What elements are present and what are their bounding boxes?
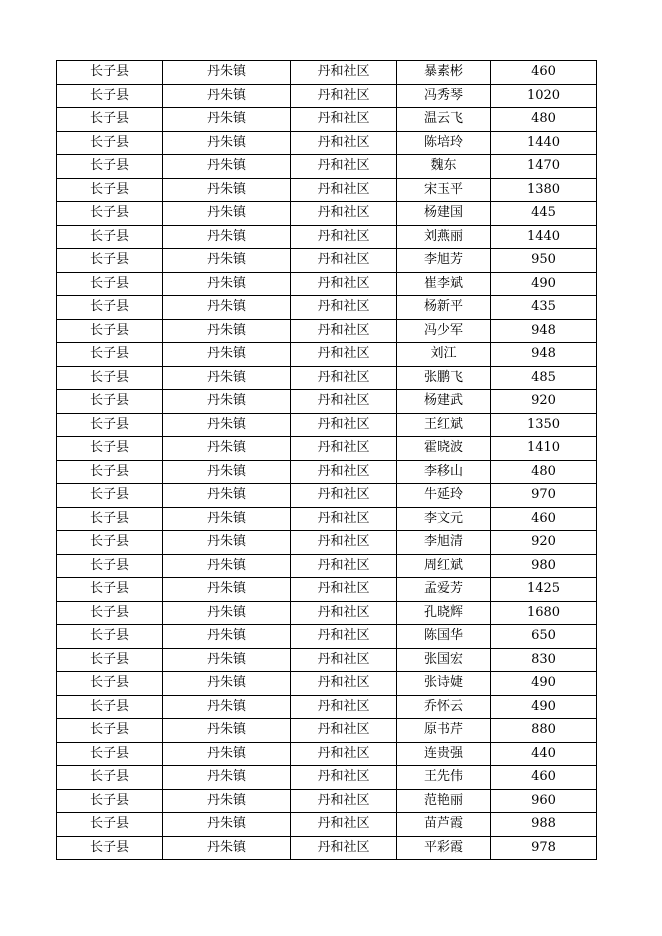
community-cell: 丹和社区 xyxy=(291,531,397,555)
name-cell: 崔李斌 xyxy=(397,272,491,296)
table-row xyxy=(57,836,597,860)
amount-cell: 988 xyxy=(491,813,597,837)
amount-cell: 1680 xyxy=(491,601,597,625)
town-cell: 丹朱镇 xyxy=(163,108,291,132)
amount-cell: 948 xyxy=(491,319,597,343)
table-row xyxy=(57,766,597,790)
table-row xyxy=(57,296,597,320)
name-cell: 杨新平 xyxy=(397,296,491,320)
community-cell: 丹和社区 xyxy=(291,84,397,108)
amount-cell: 485 xyxy=(491,366,597,390)
county-cell: 长子县 xyxy=(57,789,163,813)
town-cell: 丹朱镇 xyxy=(163,507,291,531)
county-cell: 长子县 xyxy=(57,390,163,414)
community-cell: 丹和社区 xyxy=(291,648,397,672)
community-cell: 丹和社区 xyxy=(291,225,397,249)
community-cell: 丹和社区 xyxy=(291,554,397,578)
community-cell: 丹和社区 xyxy=(291,178,397,202)
table-row xyxy=(57,155,597,179)
community-cell: 丹和社区 xyxy=(291,319,397,343)
county-cell: 长子县 xyxy=(57,296,163,320)
name-cell: 乔怀云 xyxy=(397,695,491,719)
town-cell: 丹朱镇 xyxy=(163,343,291,367)
community-cell: 丹和社区 xyxy=(291,108,397,132)
town-cell: 丹朱镇 xyxy=(163,178,291,202)
amount-cell: 490 xyxy=(491,672,597,696)
table-row xyxy=(57,625,597,649)
amount-cell: 480 xyxy=(491,460,597,484)
county-cell: 长子县 xyxy=(57,437,163,461)
name-cell: 刘燕丽 xyxy=(397,225,491,249)
town-cell: 丹朱镇 xyxy=(163,742,291,766)
community-cell: 丹和社区 xyxy=(291,719,397,743)
table-row xyxy=(57,272,597,296)
table-row xyxy=(57,719,597,743)
amount-cell: 460 xyxy=(491,61,597,85)
town-cell: 丹朱镇 xyxy=(163,531,291,555)
table-row xyxy=(57,813,597,837)
community-cell: 丹和社区 xyxy=(291,437,397,461)
amount-cell: 1020 xyxy=(491,84,597,108)
table-row xyxy=(57,61,597,85)
amount-cell: 920 xyxy=(491,390,597,414)
town-cell: 丹朱镇 xyxy=(163,672,291,696)
community-cell: 丹和社区 xyxy=(291,296,397,320)
table-row xyxy=(57,202,597,226)
name-cell: 范艳丽 xyxy=(397,789,491,813)
community-cell: 丹和社区 xyxy=(291,484,397,508)
name-cell: 孔晓辉 xyxy=(397,601,491,625)
amount-cell: 490 xyxy=(491,695,597,719)
amount-cell: 445 xyxy=(491,202,597,226)
town-cell: 丹朱镇 xyxy=(163,366,291,390)
county-cell: 长子县 xyxy=(57,343,163,367)
county-cell: 长子县 xyxy=(57,249,163,273)
amount-cell: 650 xyxy=(491,625,597,649)
community-cell: 丹和社区 xyxy=(291,61,397,85)
community-cell: 丹和社区 xyxy=(291,578,397,602)
community-cell: 丹和社区 xyxy=(291,460,397,484)
town-cell: 丹朱镇 xyxy=(163,155,291,179)
town-cell: 丹朱镇 xyxy=(163,836,291,860)
town-cell: 丹朱镇 xyxy=(163,272,291,296)
town-cell: 丹朱镇 xyxy=(163,61,291,85)
name-cell: 李旭清 xyxy=(397,531,491,555)
community-cell: 丹和社区 xyxy=(291,131,397,155)
county-cell: 长子县 xyxy=(57,601,163,625)
table-row xyxy=(57,84,597,108)
table-row xyxy=(57,578,597,602)
table-row xyxy=(57,789,597,813)
community-cell: 丹和社区 xyxy=(291,413,397,437)
county-cell: 长子县 xyxy=(57,484,163,508)
table-row xyxy=(57,554,597,578)
table-row xyxy=(57,531,597,555)
table-row xyxy=(57,108,597,132)
amount-cell: 1410 xyxy=(491,437,597,461)
name-cell: 王红斌 xyxy=(397,413,491,437)
town-cell: 丹朱镇 xyxy=(163,249,291,273)
amount-cell: 1350 xyxy=(491,413,597,437)
data-table xyxy=(56,60,597,860)
name-cell: 平彩霞 xyxy=(397,836,491,860)
amount-cell: 960 xyxy=(491,789,597,813)
county-cell: 长子县 xyxy=(57,61,163,85)
amount-cell: 1470 xyxy=(491,155,597,179)
name-cell: 连贵强 xyxy=(397,742,491,766)
amount-cell: 948 xyxy=(491,343,597,367)
county-cell: 长子县 xyxy=(57,719,163,743)
county-cell: 长子县 xyxy=(57,225,163,249)
amount-cell: 830 xyxy=(491,648,597,672)
amount-cell: 880 xyxy=(491,719,597,743)
name-cell: 杨建国 xyxy=(397,202,491,226)
county-cell: 长子县 xyxy=(57,178,163,202)
name-cell: 温云飞 xyxy=(397,108,491,132)
county-cell: 长子县 xyxy=(57,319,163,343)
amount-cell: 970 xyxy=(491,484,597,508)
name-cell: 李旭芳 xyxy=(397,249,491,273)
name-cell: 冯秀琴 xyxy=(397,84,491,108)
amount-cell: 1440 xyxy=(491,131,597,155)
town-cell: 丹朱镇 xyxy=(163,460,291,484)
amount-cell: 480 xyxy=(491,108,597,132)
county-cell: 长子县 xyxy=(57,531,163,555)
name-cell: 李移山 xyxy=(397,460,491,484)
amount-cell: 920 xyxy=(491,531,597,555)
name-cell: 张国宏 xyxy=(397,648,491,672)
table-row xyxy=(57,460,597,484)
community-cell: 丹和社区 xyxy=(291,202,397,226)
amount-cell: 460 xyxy=(491,507,597,531)
name-cell: 张诗婕 xyxy=(397,672,491,696)
name-cell: 魏东 xyxy=(397,155,491,179)
county-cell: 长子县 xyxy=(57,836,163,860)
table-row xyxy=(57,672,597,696)
town-cell: 丹朱镇 xyxy=(163,648,291,672)
county-cell: 长子县 xyxy=(57,460,163,484)
community-cell: 丹和社区 xyxy=(291,625,397,649)
table-row xyxy=(57,695,597,719)
name-cell: 陈培玲 xyxy=(397,131,491,155)
town-cell: 丹朱镇 xyxy=(163,437,291,461)
town-cell: 丹朱镇 xyxy=(163,413,291,437)
table-body xyxy=(57,61,597,860)
amount-cell: 435 xyxy=(491,296,597,320)
community-cell: 丹和社区 xyxy=(291,343,397,367)
name-cell: 张鹏飞 xyxy=(397,366,491,390)
table-row xyxy=(57,413,597,437)
amount-cell: 1440 xyxy=(491,225,597,249)
table-row xyxy=(57,507,597,531)
name-cell: 冯少军 xyxy=(397,319,491,343)
amount-cell: 440 xyxy=(491,742,597,766)
table-row xyxy=(57,131,597,155)
table-row xyxy=(57,319,597,343)
table-row xyxy=(57,601,597,625)
community-cell: 丹和社区 xyxy=(291,836,397,860)
name-cell: 刘江 xyxy=(397,343,491,367)
town-cell: 丹朱镇 xyxy=(163,625,291,649)
community-cell: 丹和社区 xyxy=(291,155,397,179)
name-cell: 霍晓波 xyxy=(397,437,491,461)
town-cell: 丹朱镇 xyxy=(163,296,291,320)
town-cell: 丹朱镇 xyxy=(163,131,291,155)
amount-cell: 980 xyxy=(491,554,597,578)
town-cell: 丹朱镇 xyxy=(163,601,291,625)
amount-cell: 1380 xyxy=(491,178,597,202)
town-cell: 丹朱镇 xyxy=(163,319,291,343)
county-cell: 长子县 xyxy=(57,202,163,226)
town-cell: 丹朱镇 xyxy=(163,695,291,719)
community-cell: 丹和社区 xyxy=(291,672,397,696)
community-cell: 丹和社区 xyxy=(291,813,397,837)
table-row xyxy=(57,366,597,390)
table-row xyxy=(57,178,597,202)
county-cell: 长子县 xyxy=(57,554,163,578)
county-cell: 长子县 xyxy=(57,742,163,766)
county-cell: 长子县 xyxy=(57,413,163,437)
table-row xyxy=(57,437,597,461)
town-cell: 丹朱镇 xyxy=(163,789,291,813)
table-row xyxy=(57,648,597,672)
name-cell: 孟爱芳 xyxy=(397,578,491,602)
name-cell: 苗芦霞 xyxy=(397,813,491,837)
town-cell: 丹朱镇 xyxy=(163,554,291,578)
community-cell: 丹和社区 xyxy=(291,601,397,625)
name-cell: 杨建武 xyxy=(397,390,491,414)
county-cell: 长子县 xyxy=(57,366,163,390)
table-row xyxy=(57,249,597,273)
table-row xyxy=(57,390,597,414)
name-cell: 王先伟 xyxy=(397,766,491,790)
county-cell: 长子县 xyxy=(57,84,163,108)
town-cell: 丹朱镇 xyxy=(163,578,291,602)
county-cell: 长子县 xyxy=(57,131,163,155)
county-cell: 长子县 xyxy=(57,672,163,696)
table-row xyxy=(57,484,597,508)
town-cell: 丹朱镇 xyxy=(163,766,291,790)
town-cell: 丹朱镇 xyxy=(163,719,291,743)
county-cell: 长子县 xyxy=(57,578,163,602)
table-row xyxy=(57,225,597,249)
county-cell: 长子县 xyxy=(57,108,163,132)
county-cell: 长子县 xyxy=(57,766,163,790)
name-cell: 宋玉平 xyxy=(397,178,491,202)
amount-cell: 490 xyxy=(491,272,597,296)
town-cell: 丹朱镇 xyxy=(163,84,291,108)
table-row xyxy=(57,343,597,367)
name-cell: 牛延玲 xyxy=(397,484,491,508)
name-cell: 周红斌 xyxy=(397,554,491,578)
county-cell: 长子县 xyxy=(57,507,163,531)
name-cell: 陈国华 xyxy=(397,625,491,649)
community-cell: 丹和社区 xyxy=(291,766,397,790)
community-cell: 丹和社区 xyxy=(291,366,397,390)
town-cell: 丹朱镇 xyxy=(163,202,291,226)
amount-cell: 950 xyxy=(491,249,597,273)
name-cell: 李文元 xyxy=(397,507,491,531)
community-cell: 丹和社区 xyxy=(291,695,397,719)
community-cell: 丹和社区 xyxy=(291,789,397,813)
town-cell: 丹朱镇 xyxy=(163,225,291,249)
county-cell: 长子县 xyxy=(57,155,163,179)
county-cell: 长子县 xyxy=(57,625,163,649)
community-cell: 丹和社区 xyxy=(291,390,397,414)
town-cell: 丹朱镇 xyxy=(163,813,291,837)
community-cell: 丹和社区 xyxy=(291,272,397,296)
name-cell: 暴素彬 xyxy=(397,61,491,85)
community-cell: 丹和社区 xyxy=(291,742,397,766)
county-cell: 长子县 xyxy=(57,813,163,837)
community-cell: 丹和社区 xyxy=(291,249,397,273)
amount-cell: 1425 xyxy=(491,578,597,602)
county-cell: 长子县 xyxy=(57,695,163,719)
town-cell: 丹朱镇 xyxy=(163,484,291,508)
county-cell: 长子县 xyxy=(57,648,163,672)
table-row xyxy=(57,742,597,766)
county-cell: 长子县 xyxy=(57,272,163,296)
amount-cell: 978 xyxy=(491,836,597,860)
community-cell: 丹和社区 xyxy=(291,507,397,531)
town-cell: 丹朱镇 xyxy=(163,390,291,414)
name-cell: 原书芹 xyxy=(397,719,491,743)
amount-cell: 460 xyxy=(491,766,597,790)
